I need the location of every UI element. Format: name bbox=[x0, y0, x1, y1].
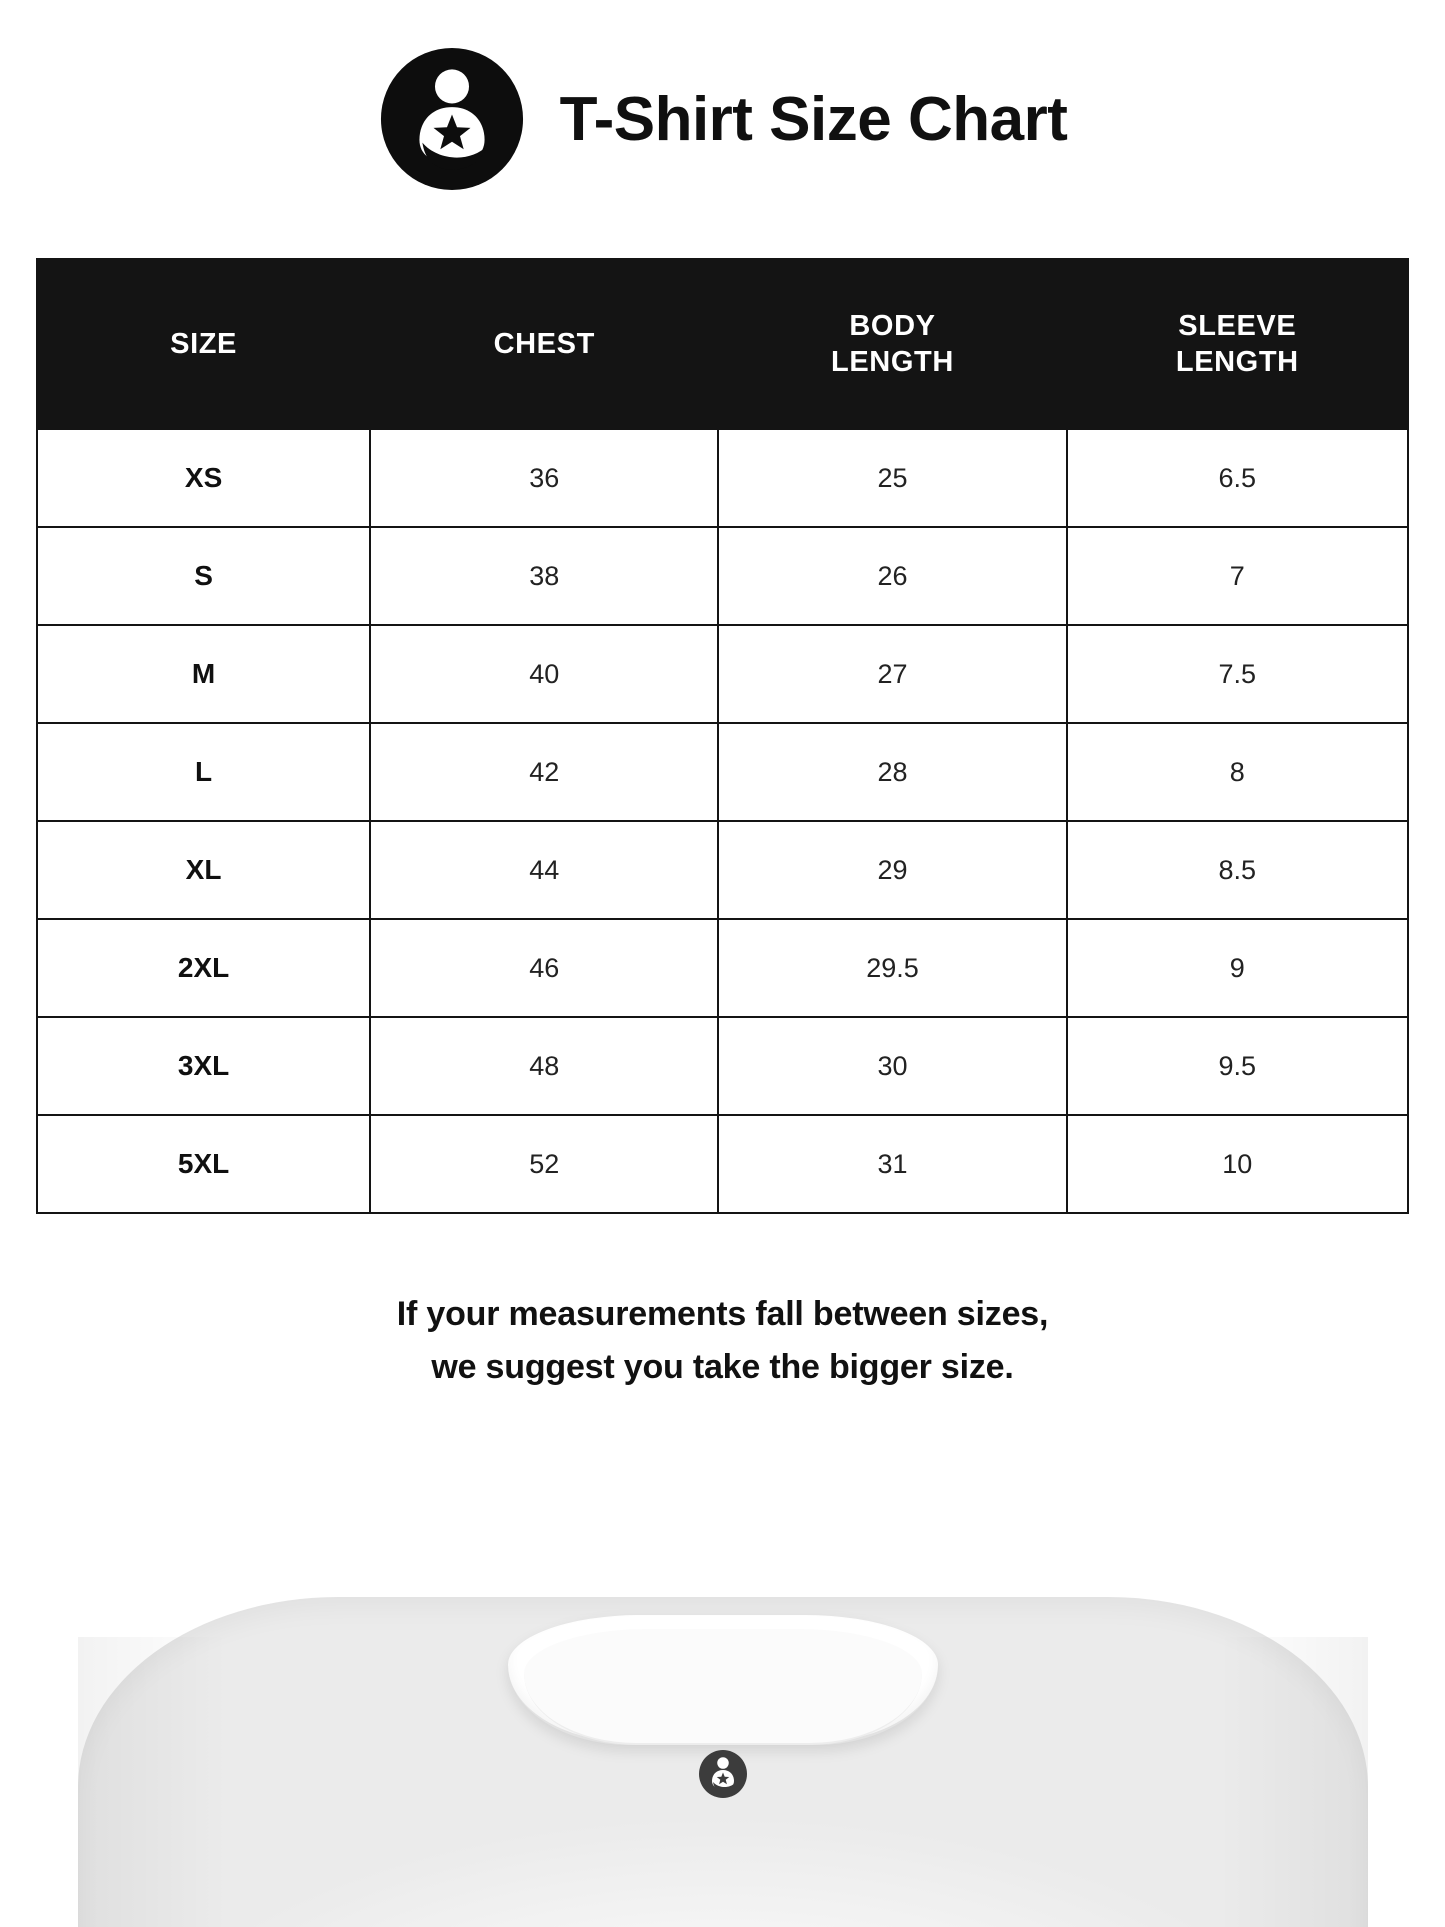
mother-and-child-logo-icon bbox=[698, 1749, 748, 1799]
cell-size: S bbox=[37, 527, 370, 625]
cell-chest: 46 bbox=[370, 919, 718, 1017]
cell-sleeve-length: 8 bbox=[1067, 723, 1408, 821]
column-header-sleeve-length-line1: SLEEVE bbox=[1178, 309, 1297, 342]
cell-body-length: 28 bbox=[718, 723, 1066, 821]
tshirt-collar-band bbox=[524, 1629, 922, 1745]
cell-chest: 40 bbox=[370, 625, 718, 723]
cell-size: 5XL bbox=[37, 1115, 370, 1213]
table-row bbox=[37, 527, 1408, 625]
page-header bbox=[0, 0, 1445, 196]
cell-sleeve-length: 10 bbox=[1067, 1115, 1408, 1213]
table-header-row bbox=[37, 259, 1408, 429]
cell-size: L bbox=[37, 723, 370, 821]
column-header-body-length-line1: BODY bbox=[849, 309, 936, 342]
column-header-sleeve-length bbox=[1067, 259, 1408, 429]
sizing-note-line1: If your measurements fall between sizes, bbox=[396, 1295, 1049, 1334]
table-row bbox=[37, 821, 1408, 919]
cell-size: M bbox=[37, 625, 370, 723]
tshirt-shadow-right bbox=[1218, 1637, 1368, 1927]
cell-body-length: 29.5 bbox=[718, 919, 1066, 1017]
size-chart-table-container bbox=[36, 258, 1409, 1214]
cell-size: 2XL bbox=[37, 919, 370, 1017]
cell-sleeve-length: 8.5 bbox=[1067, 821, 1408, 919]
column-header-chest bbox=[370, 259, 718, 429]
cell-sleeve-length: 9 bbox=[1067, 919, 1408, 1017]
table-row bbox=[37, 723, 1408, 821]
column-header-body-length bbox=[718, 259, 1066, 429]
cell-chest: 38 bbox=[370, 527, 718, 625]
size-chart-table bbox=[36, 258, 1409, 1214]
column-header-size-label: SIZE bbox=[170, 327, 237, 360]
column-header-body-length-line2: LENGTH bbox=[831, 346, 954, 379]
cell-body-length: 26 bbox=[718, 527, 1066, 625]
sizing-note bbox=[0, 1288, 1445, 1393]
cell-body-length: 30 bbox=[718, 1017, 1066, 1115]
cell-body-length: 31 bbox=[718, 1115, 1066, 1213]
cell-chest: 42 bbox=[370, 723, 718, 821]
column-header-size bbox=[37, 259, 370, 429]
cell-body-length: 25 bbox=[718, 429, 1066, 527]
tshirt-photo bbox=[0, 1567, 1445, 1927]
tshirt-body bbox=[78, 1597, 1368, 1927]
mother-and-child-logo-icon bbox=[378, 45, 526, 193]
table-row bbox=[37, 1017, 1408, 1115]
cell-size: 3XL bbox=[37, 1017, 370, 1115]
table-row bbox=[37, 429, 1408, 527]
cell-chest: 36 bbox=[370, 429, 718, 527]
page-title: T-Shirt Size Chart bbox=[559, 84, 1068, 154]
cell-sleeve-length: 7.5 bbox=[1067, 625, 1408, 723]
table-row bbox=[37, 1115, 1408, 1213]
tshirt-shadow-left bbox=[78, 1637, 228, 1927]
cell-sleeve-length: 6.5 bbox=[1067, 429, 1408, 527]
cell-chest: 48 bbox=[370, 1017, 718, 1115]
table-row bbox=[37, 919, 1408, 1017]
sizing-note-line2: we suggest you take the bigger size. bbox=[431, 1347, 1014, 1386]
cell-sleeve-length: 7 bbox=[1067, 527, 1408, 625]
column-header-chest-label: CHEST bbox=[493, 327, 595, 360]
cell-chest: 52 bbox=[370, 1115, 718, 1213]
cell-body-length: 29 bbox=[718, 821, 1066, 919]
cell-size: XS bbox=[37, 429, 370, 527]
cell-sleeve-length: 9.5 bbox=[1067, 1017, 1408, 1115]
tshirt-collar bbox=[508, 1615, 938, 1745]
column-header-sleeve-length-line2: LENGTH bbox=[1175, 346, 1299, 379]
cell-body-length: 27 bbox=[718, 625, 1066, 723]
table-row bbox=[37, 625, 1408, 723]
cell-size: XL bbox=[37, 821, 370, 919]
cell-chest: 44 bbox=[370, 821, 718, 919]
